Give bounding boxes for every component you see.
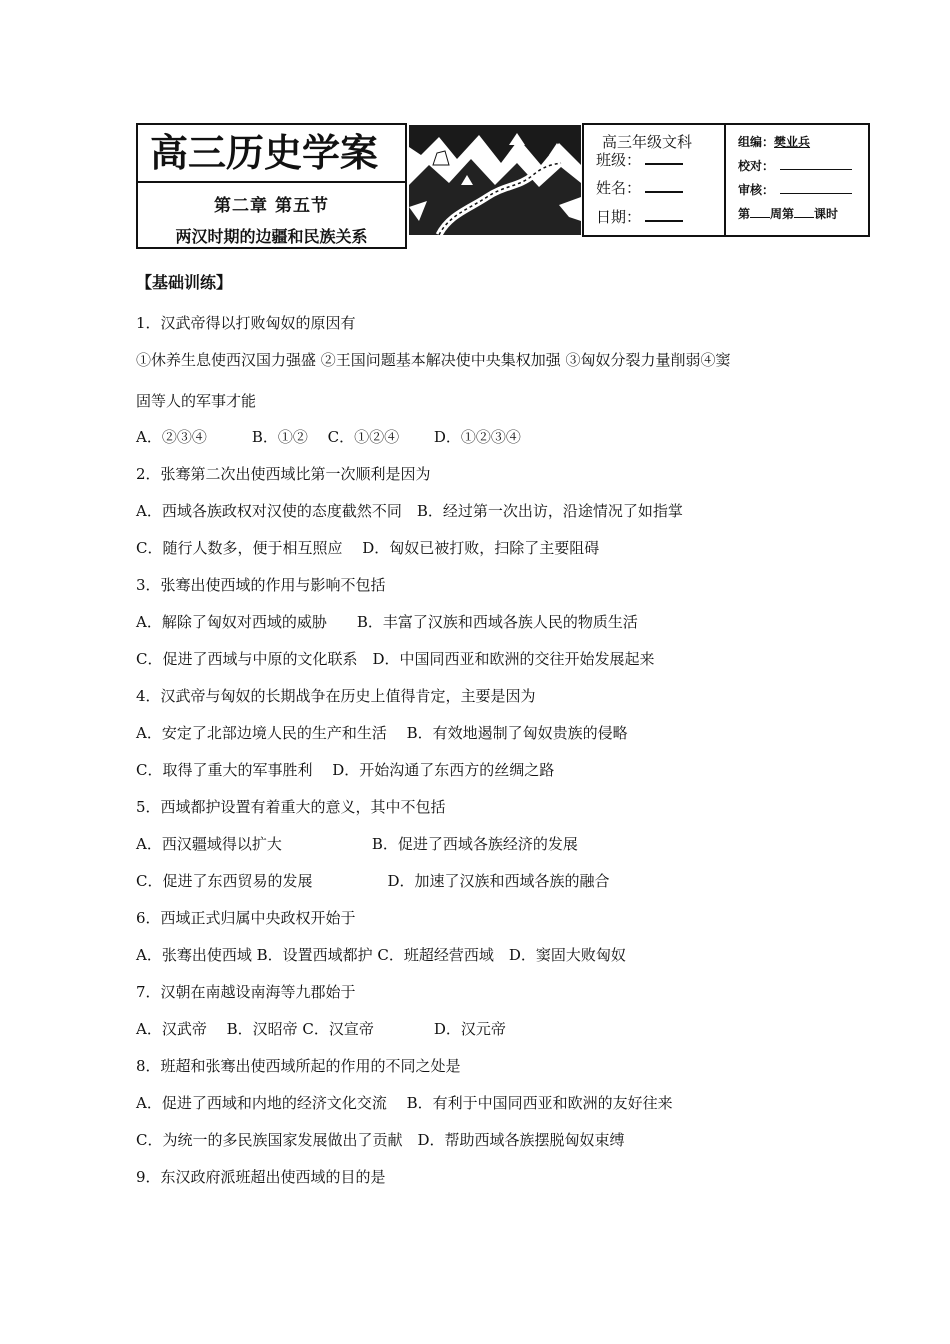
week-label: 周第 [770, 207, 795, 221]
question-line: 2．张骞第二次出使西域比第一次顺利是因为 [136, 465, 431, 483]
great-wall-illustration [409, 125, 581, 235]
editor-name: 樊业兵 [774, 135, 811, 149]
question-line: ①休养生息使西汉国力强盛 ②王国问题基本解决使中央集权加强 ③匈奴分裂力量削弱④窦 [136, 351, 731, 369]
answer-options: C．取得了重大的军事胜利 D．开始沟通了东西方的丝绸之路 [136, 761, 555, 779]
name-label: 姓名： [596, 179, 642, 197]
class-field[interactable] [645, 149, 683, 165]
answer-options: A．张骞出使西域 B．设置西域都护 C．班超经营西域 D．窦固大败匈奴 [136, 946, 626, 964]
answer-options: C．促进了东西贸易的发展 D．加速了汉族和西域各族的融合 [136, 872, 610, 890]
question-line: 8．班超和张骞出使西域所起的作用的不同之处是 [136, 1057, 461, 1075]
lesson-heading: 两汉时期的边疆和民族关系 [175, 227, 368, 246]
question-line: 7．汉朝在南越设南海等九郡始于 [136, 983, 356, 1001]
week-prefix: 第 [738, 207, 751, 221]
date-field[interactable] [645, 206, 683, 222]
student-info [584, 125, 726, 235]
answer-options: A．促进了西域和内地的经济文化交流 B．有利于中国同西亚和欧洲的友好往来 [136, 1094, 673, 1112]
answer-options: A．西汉疆域得以扩大 B．促进了西域各族经济的发展 [136, 835, 578, 853]
answer-options: A．汉武帝 B．汉昭帝 C．汉宣帝 D．汉元帝 [136, 1020, 506, 1038]
question-line: 9．东汉政府派班超出使西域的目的是 [136, 1168, 386, 1186]
review-field[interactable] [780, 182, 852, 194]
info-box [582, 123, 870, 237]
answer-options: C．促进了西域与中原的文化联系 D．中国同西亚和欧洲的交往开始发展起来 [136, 650, 655, 668]
answer-options: A．西域各族政权对汉使的态度截然不同 B．经过第一次出访，沿途情况了如指掌 [136, 502, 683, 520]
proofread-label: 校对： [738, 159, 775, 173]
staff-info [726, 125, 868, 235]
lesson-label: 课时 [814, 207, 839, 221]
worksheet-header [136, 123, 870, 249]
editor-label: 组编： [738, 135, 775, 149]
question-line: 5．西域都护设置有着重大的意义，其中不包括 [136, 798, 446, 816]
proofread-field[interactable] [780, 158, 852, 170]
review-label: 审核： [738, 183, 775, 197]
question-line: 3．张骞出使西域的作用与影响不包括 [136, 576, 386, 594]
question-line: 6．西域正式归属中央政权开始于 [136, 909, 356, 927]
class-label: 班级： [596, 151, 642, 169]
answer-options: A．解除了匈奴对西域的威胁 B．丰富了汉族和西域各族人民的物质生活 [136, 613, 638, 631]
answer-options: C．随行人数多，便于相互照应 D．匈奴已被打败，扫除了主要阻碍 [136, 539, 600, 557]
name-field[interactable] [645, 177, 683, 193]
week-field[interactable] [750, 206, 770, 218]
section-heading: 【基础训练】 [136, 273, 233, 292]
answer-options: A．②③④ B．①② C．①②④ D．①②③④ [136, 428, 521, 446]
lesson-number-field[interactable] [794, 206, 814, 218]
chapter-box [136, 183, 407, 249]
answer-options: A．安定了北部边境人民的生产和生活 B．有效地遏制了匈奴贵族的侵略 [136, 724, 628, 742]
question-line: 固等人的军事才能 [136, 392, 257, 410]
grade-label: 高三年级文科 [602, 133, 693, 151]
question-line: 1．汉武帝得以打败匈奴的原因有 [136, 314, 356, 332]
date-label: 日期： [596, 208, 642, 226]
page-title: 高三历史学案 [136, 123, 407, 183]
question-line: 4．汉武帝与匈奴的长期战争在历史上值得肯定，主要是因为 [136, 687, 536, 705]
answer-options: C．为统一的多民族国家发展做出了贡献 D．帮助西域各族摆脱匈奴束缚 [136, 1131, 625, 1149]
chapter-heading: 第二章 第五节 [214, 196, 329, 216]
